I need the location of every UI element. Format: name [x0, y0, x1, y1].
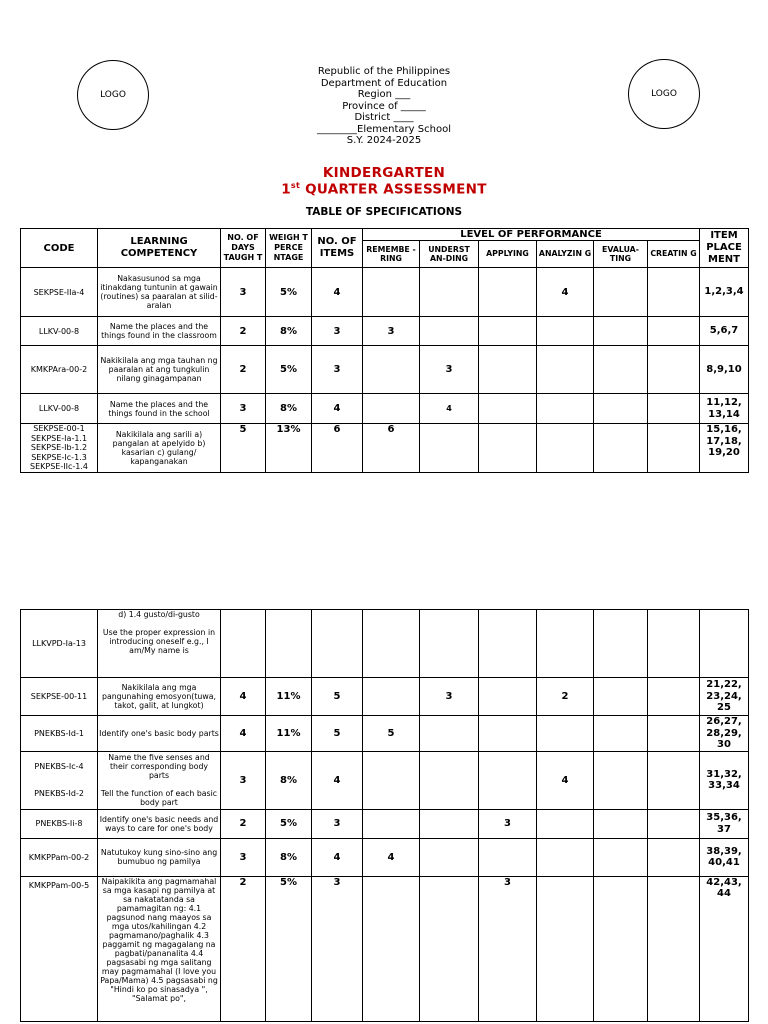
cell-applying	[479, 751, 537, 809]
cell-creating	[648, 268, 700, 317]
cell-understanding	[420, 424, 479, 473]
cell-evaluating	[594, 716, 648, 752]
table-row	[21, 317, 749, 346]
header-analyzing: ANALYZIN G	[537, 241, 594, 268]
cell-creating	[648, 876, 700, 1021]
cell-days: 3	[221, 838, 266, 876]
cell-days: 3	[221, 268, 266, 317]
cell-days: 2	[221, 346, 266, 394]
cell-item-placement: 21,22, 23,24, 25	[700, 678, 749, 716]
table-row	[21, 876, 749, 1021]
cell-remembering: 6	[363, 424, 420, 473]
cell-analyzing	[537, 809, 594, 838]
cell-understanding	[420, 838, 479, 876]
header-line: District ____	[354, 112, 414, 123]
header-code: CODE	[21, 229, 98, 268]
cell-evaluating	[594, 394, 648, 424]
cell-analyzing	[537, 424, 594, 473]
header-days-taught: NO. OF DAYS TAUGH T	[221, 229, 266, 268]
title-number: 1	[281, 181, 291, 198]
cell-items: 4	[312, 268, 363, 317]
table-row	[21, 424, 749, 473]
cell-applying	[479, 268, 537, 317]
cell-code: PNEKBS-Ic-4 PNEKBS-Id-2	[21, 751, 98, 809]
table-row	[21, 610, 749, 678]
header-remembering: REMEMBE -RING	[363, 241, 420, 268]
cell-understanding	[420, 268, 479, 317]
cell-code: PNEKBS-Id-1	[21, 716, 98, 752]
header-line: Province of _____	[342, 100, 426, 112]
cell-evaluating	[594, 751, 648, 809]
cell-understanding	[420, 317, 479, 346]
cell-applying	[479, 346, 537, 394]
header-line: S.Y. 2024-2025	[346, 135, 422, 146]
cell-code: SEKPSE-00-1 SEKPSE-Ia-1.1 SEKPSE-Ib-1.2 SEKPSE-Ic-1.3 SEKPSE-IIc-1.4	[21, 424, 98, 473]
cell-weight: 11%	[266, 716, 312, 752]
cell-analyzing	[537, 876, 594, 1021]
cell-items: 3	[312, 876, 363, 1021]
cell-items	[312, 610, 363, 678]
cell-items: 3	[312, 809, 363, 838]
cell-understanding	[420, 751, 479, 809]
cell-understanding: 3	[420, 678, 479, 716]
cell-evaluating	[594, 678, 648, 716]
cell-days	[221, 610, 266, 678]
logo-text: LOGO	[651, 89, 677, 99]
cell-items: 4	[312, 838, 363, 876]
cell-understanding	[420, 876, 479, 1021]
cell-code: LLKVPD-Ia-13	[21, 610, 98, 678]
cell-competency: Nakikilala ang mga pangunahing emosyon(tuwa, takot, galit, at lungkot)	[98, 678, 221, 716]
table-of-specifications-heading: TABLE OF SPECIFICATIONS	[305, 206, 463, 218]
cell-evaluating	[594, 809, 648, 838]
header-weight-percentage: WEIGH T PERCE NTAGE	[266, 229, 312, 268]
cell-days: 2	[221, 317, 266, 346]
cell-competency: Name the five senses and their corresponding body parts Tell the function of each basic body part	[98, 751, 221, 809]
cell-applying	[479, 610, 537, 678]
cell-competency: Natutukoy kung sino-sino ang bumubuo ng pamilya	[98, 838, 221, 876]
cell-competency: Naipakikita ang pagmamahal sa mga kasapi ng pamilya at sa nakatatanda sa pamamagitan ng: 4.1 pagsunod nang maayos sa mga utos/kahilingan 4.2 pagmamano/paghalik 4.3 paggamit ng magagalang na pagbati/pananalita 4.4 pagsasabi ng mga salitang may pagmamahal (I love you Papa/Mama) 4.5 pagsasabi ng "Hindi ko po sinasadya ", "Salamat po",	[98, 876, 221, 1021]
cell-evaluating	[594, 610, 648, 678]
cell-weight: 11%	[266, 678, 312, 716]
table-row	[21, 268, 749, 317]
table-row	[21, 394, 749, 424]
header-no-of-items: NO. OF ITEMS	[312, 229, 363, 268]
header-line: Department of Education	[320, 77, 448, 89]
school-logo-right	[628, 59, 700, 129]
table-row	[21, 678, 749, 716]
cell-items: 6	[312, 424, 363, 473]
cell-days: 4	[221, 716, 266, 752]
cell-remembering: 5	[363, 716, 420, 752]
cell-evaluating	[594, 424, 648, 473]
cell-analyzing: 2	[537, 678, 594, 716]
cell-competency: Nakikilala ang sarili a) pangalan at apelyido b) kasarian c) gulang/ kapanganakan	[98, 424, 221, 473]
cell-competency: Identify one's basic needs and ways to care for one's body	[98, 809, 221, 838]
cell-analyzing: 4	[537, 751, 594, 809]
cell-competency: d) 1.4 gusto/di-gusto Use the proper expression in introducing oneself e.g., I am/My name is	[98, 610, 221, 678]
cell-items: 4	[312, 751, 363, 809]
cell-applying	[479, 716, 537, 752]
header-applying: APPLYING	[479, 241, 537, 268]
cell-competency: Identify one's basic body parts	[98, 716, 221, 752]
table-row	[21, 716, 749, 752]
cell-item-placement: 42,43, 44	[700, 876, 749, 1021]
cell-creating	[648, 346, 700, 394]
table-row	[21, 838, 749, 876]
cell-remembering	[363, 268, 420, 317]
cell-item-placement: 8,9,10	[700, 346, 749, 394]
cell-analyzing	[537, 317, 594, 346]
cell-code: SEKPSE-IIa-4	[21, 268, 98, 317]
cell-weight: 8%	[266, 838, 312, 876]
cell-evaluating	[594, 317, 648, 346]
cell-competency: Name the places and the things found in the classroom	[98, 317, 221, 346]
cell-weight: 5%	[266, 268, 312, 317]
cell-competency: Name the places and the things found in the school	[98, 394, 221, 424]
logo-text: LOGO	[100, 90, 126, 100]
cell-remembering	[363, 394, 420, 424]
cell-understanding: 3	[420, 346, 479, 394]
cell-item-placement: 15,16, 17,18, 19,20	[700, 424, 749, 473]
cell-code: KMKPPam-00-5	[21, 876, 98, 1021]
cell-weight: 8%	[266, 751, 312, 809]
specifications-table-page1	[20, 228, 749, 473]
cell-item-placement	[700, 610, 749, 678]
cell-analyzing	[537, 838, 594, 876]
title-kindergarten: KINDERGARTEN	[322, 165, 446, 181]
specifications-table-page2	[20, 609, 749, 1022]
cell-days: 2	[221, 876, 266, 1021]
header-item-placement: ITEM PLACE MENT	[700, 229, 749, 268]
cell-items: 3	[312, 346, 363, 394]
cell-items: 5	[312, 716, 363, 752]
cell-code: LLKV-00-8	[21, 394, 98, 424]
cell-analyzing	[537, 610, 594, 678]
table-row	[21, 751, 749, 809]
cell-remembering	[363, 876, 420, 1021]
cell-understanding	[420, 809, 479, 838]
cell-competency: Nakasusunod sa mga itinakdang tuntunin at gawain (routines) sa paaralan at silid-aralan	[98, 268, 221, 317]
cell-creating	[648, 838, 700, 876]
cell-items: 5	[312, 678, 363, 716]
cell-remembering	[363, 809, 420, 838]
cell-weight	[266, 610, 312, 678]
cell-understanding	[420, 610, 479, 678]
cell-code: SEKPSE-00-11	[21, 678, 98, 716]
cell-remembering	[363, 751, 420, 809]
cell-applying	[479, 678, 537, 716]
header-learning-competency: LEARNING COMPETENCY	[98, 229, 221, 268]
cell-weight: 5%	[266, 876, 312, 1021]
header-understanding: UNDERST AN-DING	[420, 241, 479, 268]
title-text: QUARTER ASSESSMENT	[300, 181, 487, 198]
cell-understanding	[420, 716, 479, 752]
cell-item-placement: 31,32, 33,34	[700, 751, 749, 809]
cell-items: 3	[312, 317, 363, 346]
cell-item-placement: 1,2,3,4	[700, 268, 749, 317]
cell-item-placement: 26,27, 28,29, 30	[700, 716, 749, 752]
cell-creating	[648, 716, 700, 752]
cell-weight: 5%	[266, 809, 312, 838]
table-row	[21, 809, 749, 838]
cell-creating	[648, 751, 700, 809]
cell-understanding: 4	[420, 394, 479, 424]
cell-item-placement: 11,12, 13,14	[700, 394, 749, 424]
cell-applying	[479, 838, 537, 876]
cell-code: KMKPPam-00-2	[21, 838, 98, 876]
cell-analyzing	[537, 346, 594, 394]
cell-applying: 3	[479, 876, 537, 1021]
cell-applying	[479, 394, 537, 424]
cell-days: 5	[221, 424, 266, 473]
cell-creating	[648, 317, 700, 346]
cell-days: 3	[221, 394, 266, 424]
school-logo-left	[77, 60, 149, 130]
cell-remembering	[363, 610, 420, 678]
cell-item-placement: 5,6,7	[700, 317, 749, 346]
school-header	[234, 66, 534, 147]
cell-remembering	[363, 678, 420, 716]
cell-creating	[648, 678, 700, 716]
cell-analyzing: 4	[537, 268, 594, 317]
cell-weight: 8%	[266, 394, 312, 424]
cell-item-placement: 35,36, 37	[700, 809, 749, 838]
cell-weight: 8%	[266, 317, 312, 346]
header-line: ________Elementary School	[317, 123, 451, 135]
cell-applying	[479, 317, 537, 346]
cell-analyzing	[537, 716, 594, 752]
cell-days: 3	[221, 751, 266, 809]
cell-weight: 5%	[266, 346, 312, 394]
cell-code: KMKPAra-00-2	[21, 346, 98, 394]
header-line: Republic of the Philippines	[317, 66, 451, 77]
cell-evaluating	[594, 876, 648, 1021]
table-row	[21, 346, 749, 394]
cell-remembering: 3	[363, 317, 420, 346]
header-evaluating: EVALUA- TING	[594, 241, 648, 268]
title-quarter-assessment	[0, 181, 768, 198]
cell-analyzing	[537, 394, 594, 424]
header-level-of-performance: LEVEL OF PERFORMANCE	[363, 229, 700, 241]
cell-weight: 13%	[266, 424, 312, 473]
cell-creating	[648, 809, 700, 838]
header-line: Region ___	[357, 89, 411, 100]
cell-days: 2	[221, 809, 266, 838]
cell-competency: Nakikilala ang mga tauhan ng paaralan at ang tungkulin nilang ginagampanan	[98, 346, 221, 394]
cell-evaluating	[594, 838, 648, 876]
cell-evaluating	[594, 268, 648, 317]
cell-days: 4	[221, 678, 266, 716]
cell-creating	[648, 610, 700, 678]
cell-applying	[479, 424, 537, 473]
cell-creating	[648, 394, 700, 424]
title-superscript: st	[290, 181, 301, 190]
cell-items: 4	[312, 394, 363, 424]
cell-remembering	[363, 346, 420, 394]
header-creating: CREATIN G	[648, 241, 700, 268]
cell-remembering: 4	[363, 838, 420, 876]
cell-applying: 3	[479, 809, 537, 838]
cell-creating	[648, 424, 700, 473]
cell-evaluating	[594, 346, 648, 394]
cell-code: LLKV-00-8	[21, 317, 98, 346]
cell-code: PNEKBS-Ii-8	[21, 809, 98, 838]
cell-item-placement: 38,39, 40,41	[700, 838, 749, 876]
